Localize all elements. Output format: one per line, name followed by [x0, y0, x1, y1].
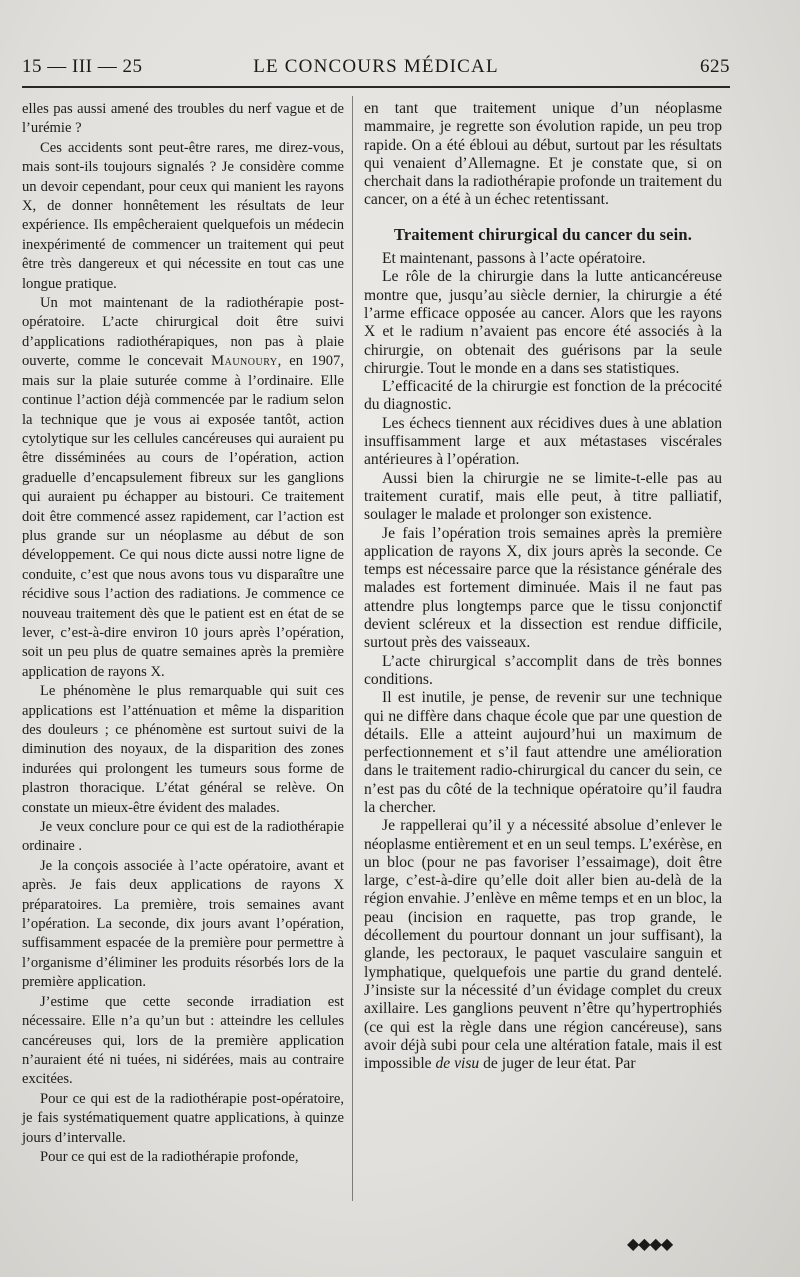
- paragraph: Pour ce qui est de la radiothérapie post-opératoire, je fais systématiquement quatre applications, à quinze jours d’intervalle.: [22, 1090, 344, 1146]
- header-rule: [22, 86, 730, 88]
- paragraph: J’estime que cette seconde irradiation est nécessaire. Elle n’a qu’un but : atteindre les cellules cancéreuses qui, lors de la première application n’auraient été ni tuées, ni sidérées, mais au contraire excitées.: [22, 993, 344, 1088]
- text-run: de juger de leur état. Par: [479, 1055, 636, 1073]
- paragraph: L’efficacité de la chirurgie est fonction de la précocité du diagnostic.: [364, 378, 722, 414]
- text-run: Un mot maintenant de la radiothérapie post-opératoire. L’acte chirurgical doit être suivi d’applications radiothérapiques, non pas à plaie ouverte, comme le concevait: [22, 295, 344, 370]
- paragraph: L’acte chirurgical s’accomplit dans de très bonnes conditions.: [364, 652, 722, 688]
- end-ornament: ◆◆◆◆: [627, 1234, 673, 1253]
- paragraph: [364, 817, 722, 1073]
- paragraph: elles pas aussi amené des troubles du nerf vague et de l’urémie ?: [22, 101, 344, 137]
- page-number: 625: [700, 56, 730, 77]
- text-run: , en 1907, mais sur la plaie suturée comme à l’ordinaire. Elle continue l’action déjà commencée par le radium selon la technique que je vous ai exposée tantôt, action cytolytique sur les cellules cancéreuses qui auraient pu être disséminées au cours de l’opération, action graduelle d’encapsulement fibreux sur les ganglions qui auraient pu échapper au bistouri. Ce traitement doit être commencé assez rapidement, car l’action est plus grande sur un néoplasme au début de son développement. Ce qui nous dicte aussi notre ligne de conduite, c’est que nous avons tous vu disparaître une récidive sous l’action des radiations. Je commence ce nouveau traitement dès que le patient est en état de se lever, c’est-à-dire environ 10 jours après l’opération, soit un peu plus de quatre semaines après la première application de rayons X.: [22, 353, 344, 680]
- paragraph: Le phénomène le plus remarquable qui suit ces applications est l’atténuation et même la disparition des douleurs ; ce phénomène est surtout suivi de la diminution des noyaux, de la disparition des zones indurées qui prolongent les tumeurs sous forme de plastron thoracique. L’état général se relève. On constate un mieux-être évident des malades.: [22, 683, 344, 816]
- journal-title: LE CONCOURS MÉDICAL: [253, 56, 499, 77]
- paragraph: Je veux conclure pour ce qui est de la radiothérapie ordinaire .: [22, 819, 344, 855]
- author-name: Maunoury: [211, 353, 278, 370]
- right-column: [364, 100, 722, 1073]
- paragraph: en tant que traitement unique d’un néoplasme mammaire, je regrette son évolution rapide, un peu trop rapide. On a été ébloui au début, surtout par les résultats qui venaient d’Allemagne. Et je constate que, si on cherchait dans la radiothérapie profonde un traitement du cancer, on a été à un échec retentissant.: [364, 100, 722, 209]
- latin-phrase: de visu: [435, 1055, 480, 1073]
- paragraph: [22, 294, 344, 682]
- issue-date: 15 — III — 25: [22, 56, 143, 77]
- paragraph: Ces accidents sont peut-être rares, me direz-vous, mais sont-ils toujours signalés ? Je considère comme un devoir cependant, pour ceux qui manient les rayons X, de donner honnêtement les résultats de leur expérience. Ils empêcheraient quelquefois un médecin inexpérimenté de commencer un traitement qui peut être très dangereux et qui nécessite en tout cas une longue pratique.: [22, 139, 344, 292]
- column-divider: [352, 96, 353, 1201]
- paragraph: Et maintenant, passons à l’acte opératoire.: [382, 250, 646, 268]
- paragraph: Pour ce qui est de la radiothérapie profonde,: [40, 1148, 299, 1165]
- paragraph: Il est inutile, je pense, de revenir sur une technique qui ne diffère dans chaque école que par une question de détails. Elle a atteint aujourd’hui un maximum de perfectionnement et s’il faut attendre une amélioration dans le traitement radio-chirurgical du cancer du sein, ce n’est pas du côté de la technique opératoire qu’il faudra la chercher.: [364, 689, 722, 816]
- paragraph: Je la conçois associée à l’acte opératoire, avant et après. Je fais deux applications de rayons X préparatoires. La première, trois semaines avant l’opération. La seconde, dix jours avant l’opération, suffisamment espacée de la première pour permettre à l’organisme d’éliminer les produits résorbés lors de la première application.: [22, 857, 344, 991]
- page-header: [22, 56, 730, 82]
- text-run: Je rappellerai qu’il y a nécessité absolue d’enlever le néoplasme entièrement et en un seul temps. L’exérèse, en un bloc (pour ne pas favoriser l’essaimage), doit être large, c’est-à-dire qu’elle doit aller bien au-delà de la région envahie. J’enlève en même temps et en un bloc, la peau (incision en raquette, pas trop grande, le décollement du pourtour donnant un jour suffisant), la glande, les pectoraux, le paquet vasculaire sanguin et lymphatique, quelquefois une partie du grand dentelé. J’insiste sur la nécessité d’un évidage complet du creux axillaire. Les ganglions peuvent n’être qu’hypertrophiés (ce qui est la règle dans une région cancéreuse), sans avoir déjà subi pour cela une altération fatale, mais il est impossible: [364, 817, 722, 1073]
- paragraph: Je fais l’opération trois semaines après la première application de rayons X, dix jours après la seconde. Ce temps est nécessaire parce que la résistance générale des malades est fortement diminuée. Mais il ne faut pas attendre plus longtemps parce que le tissu conjonctif devient scléreux et la dissection est rendue difficile, surtout près des vaisseaux.: [364, 524, 722, 652]
- left-column: [22, 100, 344, 1167]
- paragraph: Aussi bien la chirurgie ne se limite-t-elle pas au traitement curatif, mais elle peut, à titre palliatif, soulager le malade et prolonger son existence.: [364, 469, 722, 524]
- section-heading: Traitement chirurgical du cancer du sein.: [393, 224, 693, 244]
- paragraph: Le rôle de la chirurgie dans la lutte anticancéreuse montre que, jusqu’au siècle dernier, la chirurgie a été l’arme efficace opposée au cancer. Alors que les rayons X et le radium n’avaient pas encore été associés à la chirurgie, on obtenait des guérisons par la seule chirurgie. Tout le monde en a dans ses statistiques.: [364, 268, 722, 377]
- paragraph: Les échecs tiennent aux récidives dues à une ablation insuffisamment large et aux métastases viscérales antérieures à l’opération.: [364, 414, 722, 469]
